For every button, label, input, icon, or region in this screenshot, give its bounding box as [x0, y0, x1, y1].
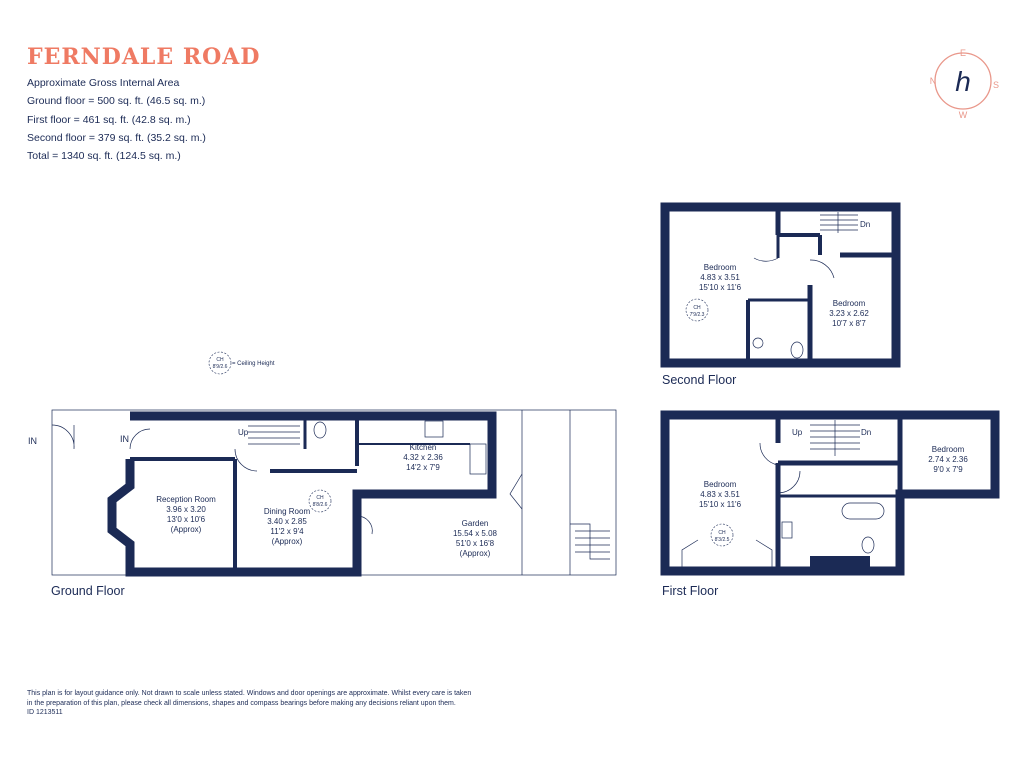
- kitchen-imperial: 14'2 x 7'9: [406, 463, 440, 472]
- compass-west: W: [958, 110, 968, 120]
- reception-note: (Approx): [170, 525, 202, 534]
- second-floor-label: Second Floor: [662, 373, 737, 387]
- legend-ch-bottom: 8'9/2.6: [212, 364, 228, 370]
- ground-entrance-label-2: IN: [120, 434, 129, 444]
- dining-name: Dining Room: [263, 507, 311, 516]
- kitchen-name: Kitchen: [409, 443, 437, 452]
- first-bedroom-main-metric: 4.83 x 3.51: [700, 490, 740, 499]
- compass-north: N: [929, 76, 937, 86]
- area-second: Second floor = 379 sq. ft. (35.2 sq. m.): [27, 131, 206, 144]
- first-bedroom-small-metric: 2.74 x 2.36: [928, 455, 968, 464]
- first-bedroom-small-name: Bedroom: [931, 445, 965, 454]
- second-bedroom-2-name: Bedroom: [832, 299, 866, 308]
- second-bedroom-2-metric: 3.23 x 2.62: [829, 309, 869, 318]
- second-bedroom-main-name: Bedroom: [703, 263, 737, 272]
- logo-letter: h: [955, 66, 971, 97]
- second-stairs-down: Dn: [860, 220, 871, 229]
- first-floor-label: First Floor: [662, 584, 719, 598]
- second-bedroom-2-imperial: 10'7 x 8'7: [832, 319, 866, 328]
- second-bedroom-main-imperial: 15'10 x 11'6: [698, 283, 742, 292]
- first-bedroom-main-name: Bedroom: [703, 480, 737, 489]
- compass-icon: [920, 44, 1010, 122]
- area-heading: Approximate Gross Internal Area: [27, 77, 180, 89]
- dining-ch-top: CH: [316, 495, 324, 501]
- property-title: FERNDALE ROAD: [27, 44, 261, 70]
- garden-name: Garden: [461, 519, 489, 528]
- first-stairs-down: Dn: [861, 428, 872, 437]
- compass-south: S: [992, 80, 1000, 90]
- area-summary: [27, 74, 206, 165]
- garden-metric: 15.54 x 5.08: [452, 529, 498, 538]
- second-floor-plan: [660, 200, 902, 370]
- ground-floor-plan: [20, 404, 620, 580]
- first-floor-plan: [660, 408, 1000, 578]
- reception-imperial: 13'0 x 10'6: [166, 515, 206, 524]
- dining-ch-bottom: 8'8/2.6: [312, 502, 328, 508]
- garden-note: (Approx): [459, 549, 491, 558]
- area-total: Total = 1340 sq. ft. (124.5 sq. m.): [27, 150, 181, 163]
- disclaimer-id: ID 1213511: [27, 709, 63, 716]
- second-ch-bottom: 7'9/2.3: [689, 312, 705, 318]
- second-ch-top: CH: [693, 305, 701, 311]
- compass-east: E: [959, 48, 967, 58]
- garden-imperial: 51'0 x 16'8: [455, 539, 495, 548]
- disclaimer-line-2: in the preparation of this plan, please check all dimensions, shapes and compass bearings before making any decisions reliant upon them.: [27, 699, 456, 707]
- dining-note: (Approx): [271, 537, 303, 546]
- second-bedroom-main-metric: 4.83 x 3.51: [700, 273, 740, 282]
- legend-text: = Ceiling Height: [232, 361, 275, 367]
- dining-imperial: 11'2 x 9'4: [270, 527, 304, 536]
- first-bedroom-main-imperial: 15'10 x 11'6: [698, 500, 742, 509]
- disclaimer: [27, 689, 471, 718]
- first-stairs-up: Up: [792, 428, 803, 437]
- reception-name: Reception Room: [156, 495, 216, 504]
- first-ch-bottom: 8'3/2.5: [714, 537, 730, 543]
- area-first: First floor = 461 sq. ft. (42.8 sq. m.): [27, 113, 191, 126]
- ground-stairs-up: Up: [238, 428, 249, 437]
- ground-floor-label: Ground Floor: [51, 584, 125, 598]
- disclaimer-line-1: This plan is for layout guidance only. Not drawn to scale unless stated. Windows and door openings are approximate. Whilst every care is taken: [27, 690, 472, 697]
- first-ch-top: CH: [718, 530, 726, 536]
- ground-entrance-label-1: IN: [28, 436, 37, 446]
- area-ground: Ground floor = 500 sq. ft. (46.5 sq. m.): [27, 95, 206, 108]
- legend-ch-top: CH: [216, 357, 224, 363]
- first-bedroom-small-imperial: 9'0 x 7'9: [933, 465, 963, 474]
- kitchen-metric: 4.32 x 2.36: [403, 453, 443, 462]
- dining-metric: 3.40 x 2.85: [267, 517, 307, 526]
- reception-metric: 3.96 x 3.20: [166, 505, 206, 514]
- ceiling-height-legend: [206, 350, 306, 376]
